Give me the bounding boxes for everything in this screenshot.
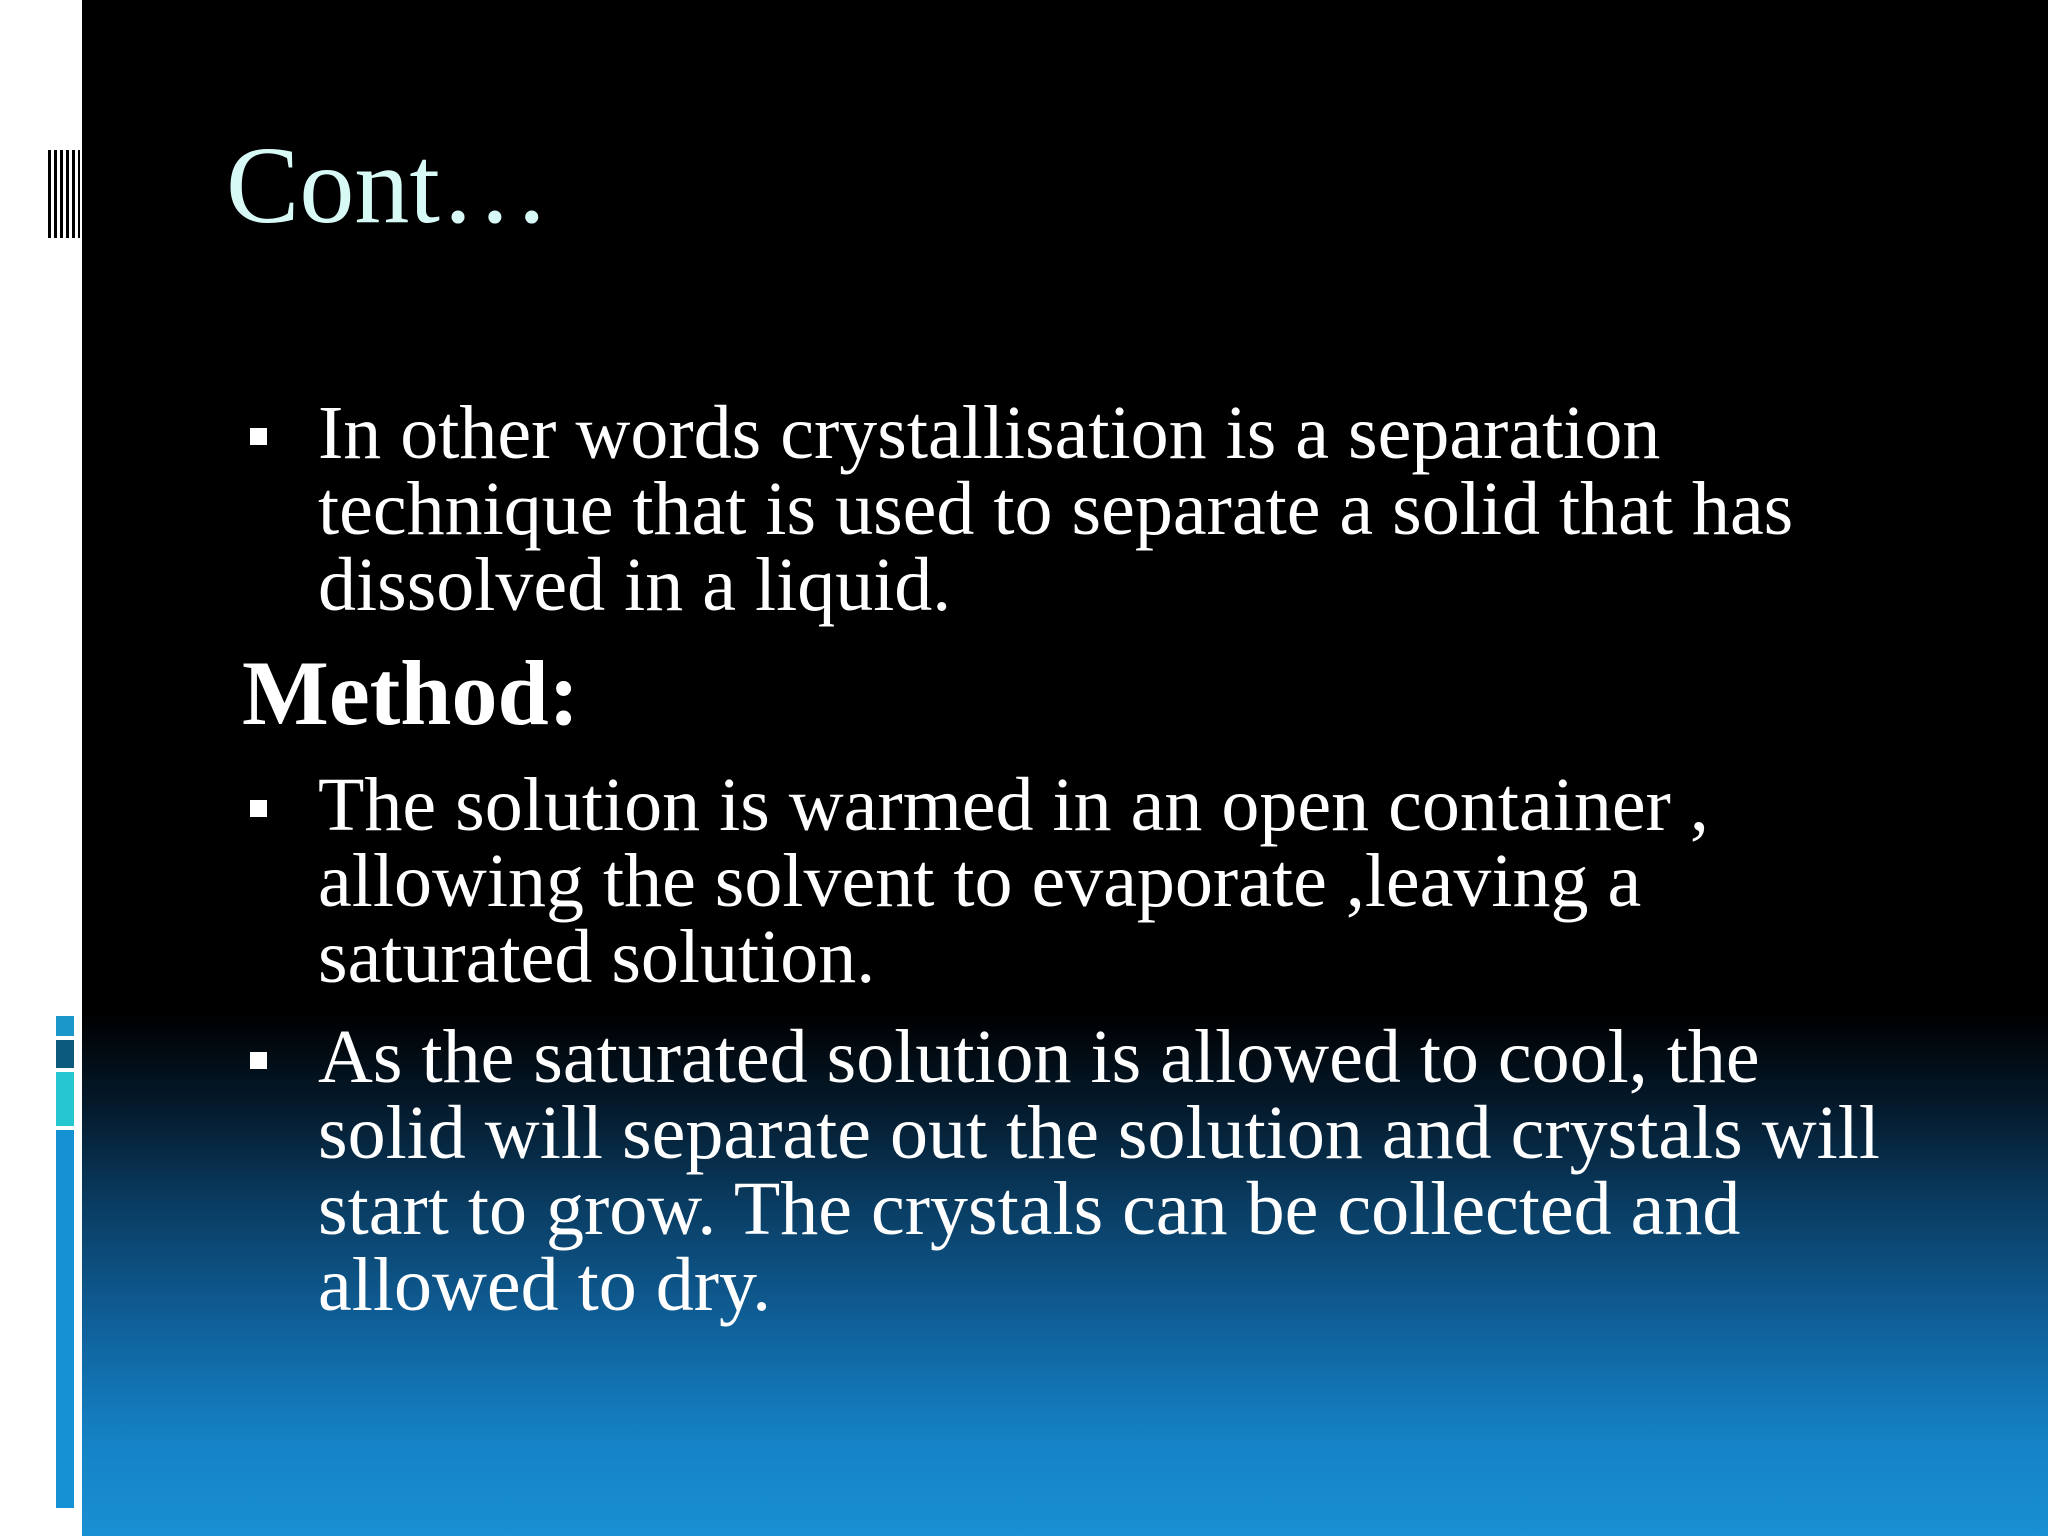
slide-title: Cont… [226, 124, 550, 246]
decorative-stripes-top [48, 150, 80, 238]
bullet-text: As the saturated solution is allowed to cool, the solid will separate out the solution and crystals will start to grow. The crystals can be collected and allowed to dry. [318, 1015, 1880, 1327]
decorative-stripes-bottom [56, 1016, 74, 1508]
bullet-item [240, 1015, 1880, 1327]
square-bullet-icon [250, 800, 267, 817]
bullet-item [240, 391, 1880, 627]
section-heading: Method: [242, 642, 580, 744]
bullet-text: In other words crystallisation is a separation technique that is used to separate a solid that has dissolved in a liquid. [318, 391, 1794, 627]
square-bullet-icon [250, 1052, 267, 1069]
slide-content [240, 391, 1880, 1347]
square-bullet-icon [250, 428, 267, 445]
bullet-text: The solution is warmed in an open container , allowing the solvent to evaporate ,leaving a saturated solution. [318, 763, 1709, 999]
bullet-item [240, 763, 1880, 999]
